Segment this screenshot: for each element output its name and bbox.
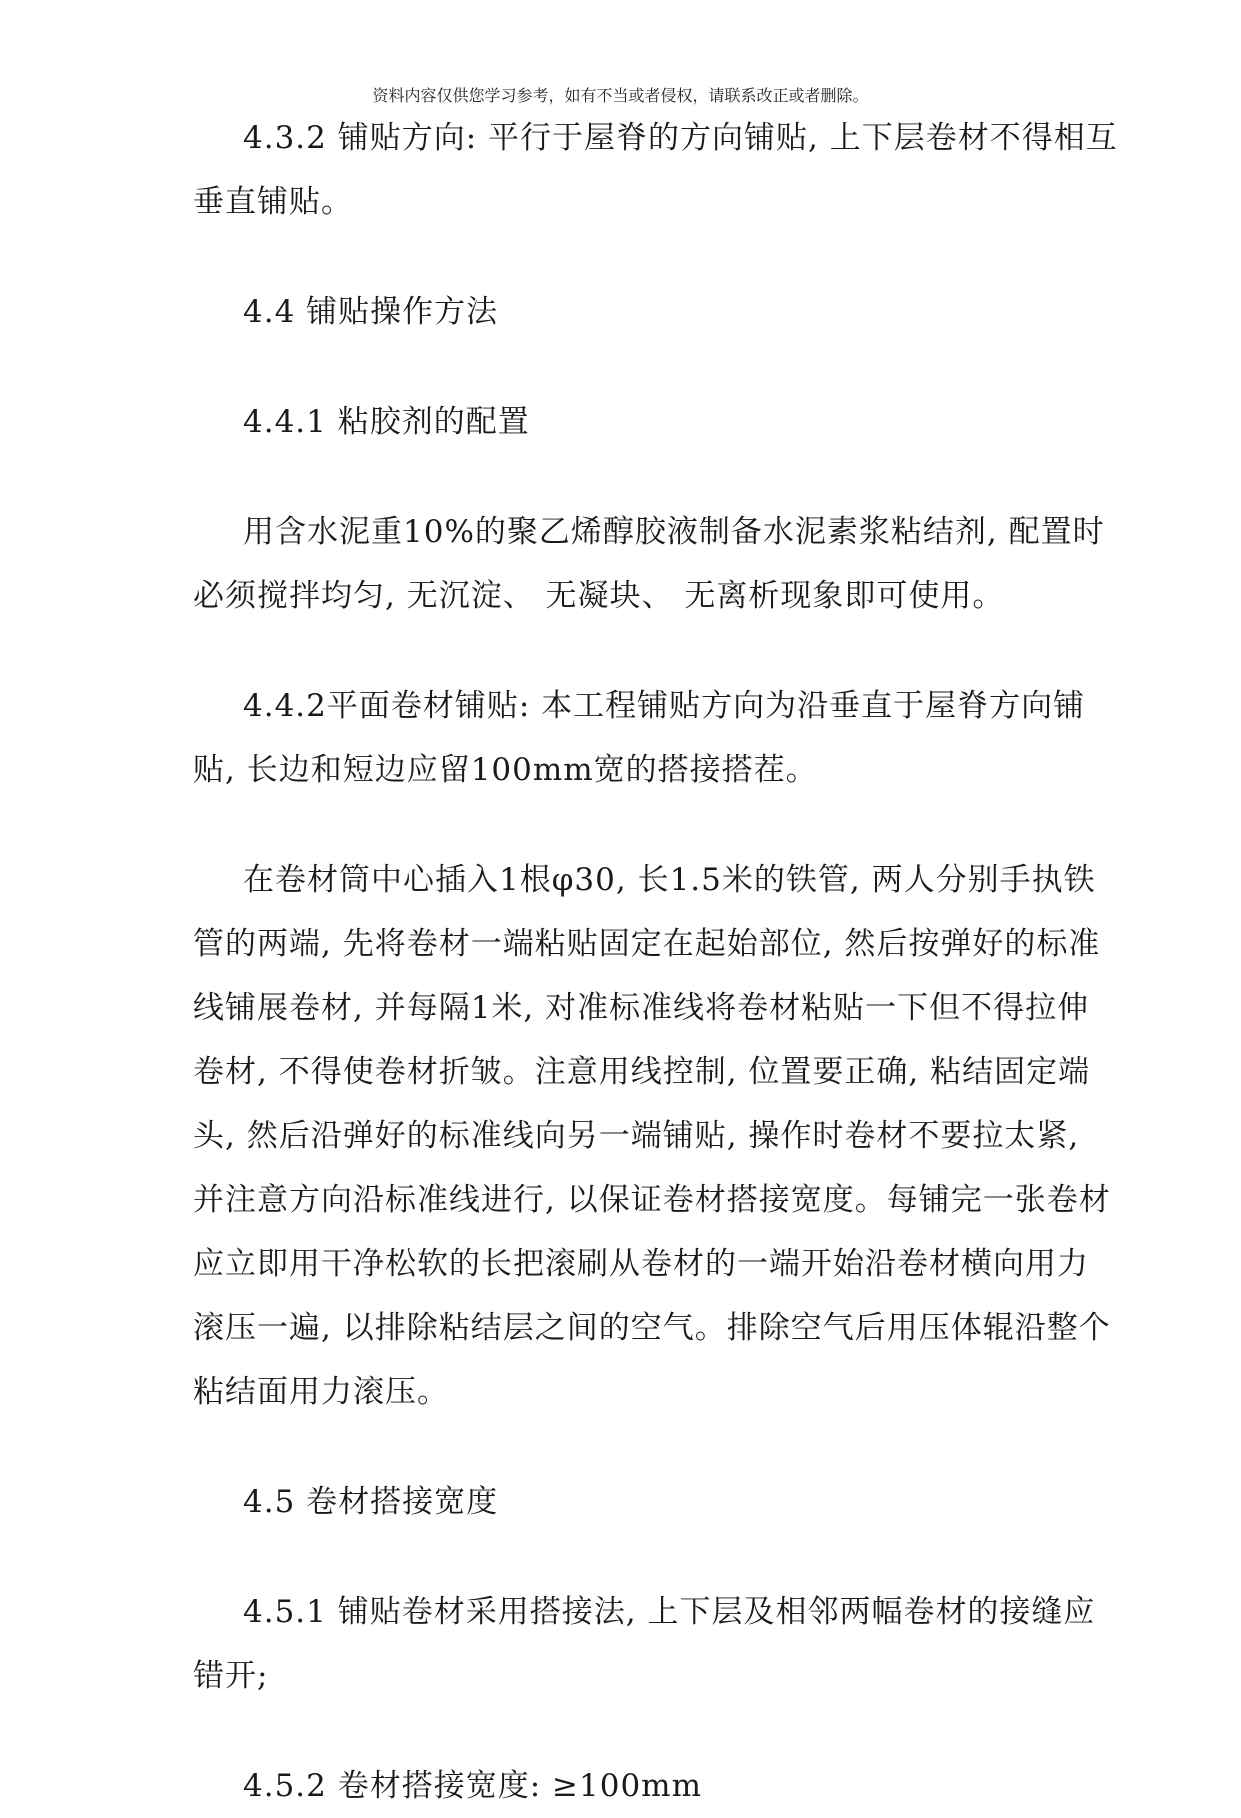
paragraph-4-3-2: 4.3.2 铺贴方向: 平行于屋脊的方向铺贴, 上下层卷材不得相互垂直铺贴。	[193, 120, 1118, 220]
paragraph-adhesive: 用含水泥重10%的聚乙烯醇胶液制备水泥素浆粘结剂, 配置时必须搅拌均匀, 无沉淀、 无凝块、 无离析现象即可使用。	[193, 514, 1105, 614]
document-body	[193, 106, 1118, 1818]
paragraph-procedure: 在卷材筒中心插入1根φ30, 长1.5米的铁管, 两人分别手执铁管的两端, 先将卷材一端粘贴固定在起始部位, 然后按弹好的标准线铺展卷材, 并每隔1米, 对准标准线将卷材粘贴一下但不得拉伸卷材, 不得使卷材折皱。注意用线控制, 位置要正确, 粘结固定端头, 然后沿弹好的标准线向另一端铺贴, 操作时卷材不要拉太紧, 并注意方向沿标准线进行, 以保证卷材搭接宽度。每铺完一张卷材应立即用干净松软的长把滚刷从卷材的一端开始沿卷材横向用力滚压一遍, 以排除粘结层之间的空气。排除空气后用压体辊沿整个粘结面用力滚压。	[193, 862, 1111, 1410]
paragraph-4-5-2: 4.5.2 卷材搭接宽度: ≥100mm	[243, 1768, 702, 1804]
paragraph-4-5-1: 4.5.1 铺贴卷材采用搭接法, 上下层及相邻两幅卷材的接缝应错开;	[193, 1594, 1096, 1694]
heading-4-5: 4.5 卷材搭接宽度	[243, 1484, 499, 1520]
heading-4-4-1: 4.4.1 粘胶剂的配置	[243, 404, 530, 440]
disclaimer-header: 资料内容仅供您学习参考，如有不当或者侵权，请联系改正或者删除。	[372, 86, 869, 105]
paragraph-4-4-2: 4.4.2平面卷材铺贴: 本工程铺贴方向为沿垂直于屋脊方向铺贴, 长边和短边应留100mm宽的搭接搭茬。	[193, 688, 1086, 788]
heading-4-4: 4.4 铺贴操作方法	[243, 294, 499, 330]
